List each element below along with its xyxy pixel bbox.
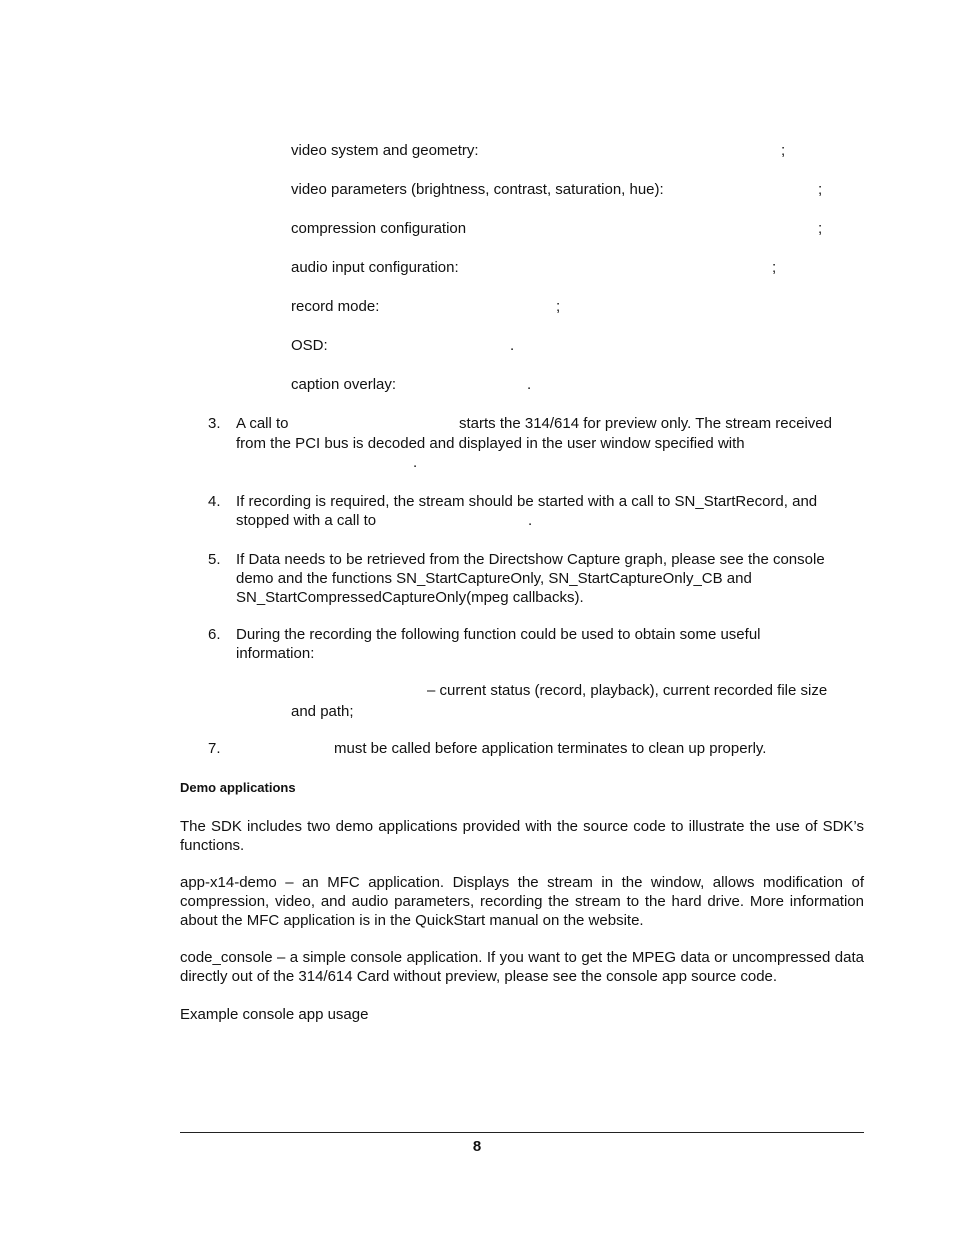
config-item-end: . <box>527 376 532 393</box>
config-item-label: record mode: <box>291 298 380 315</box>
step-text: SN_StartCompressedCaptureOnly(mpeg callbacks). <box>236 589 584 606</box>
status-item-text: – current status (record, playback), current recorded file size <box>427 682 828 699</box>
step-text: If Data needs to be retrieved from the Directshow Capture graph, please see the console <box>236 551 825 568</box>
config-item-end: ; <box>781 142 786 159</box>
page-number: 8 <box>472 1138 482 1155</box>
step-text: During the recording the following function could be used to obtain some useful <box>236 626 761 643</box>
config-item-end: ; <box>772 259 777 276</box>
paragraph: app-x14-demo – an MFC application. Displays the stream in the window, allows modification of compression, video, and audio parameters, recording the stream to the hard drive. More information about the MFC application is in the QuickStart manual on the website. <box>180 874 864 929</box>
step-number: 7. <box>208 740 221 757</box>
step-text: starts the 314/614 for preview only. The stream received <box>459 415 832 432</box>
config-item-end: ; <box>818 220 823 237</box>
paragraph: The SDK includes two demo applications provided with the source code to illustrate the use of SDK’s functions. <box>180 818 864 854</box>
step-text: stopped with a call to <box>236 512 377 529</box>
status-item-text: and path; <box>291 703 354 720</box>
paragraph: code_console – a simple console application. If you want to get the MPEG data or uncompressed data directly out of the 314/614 Card without preview, please see the console app source code. <box>180 949 864 985</box>
step-text: information: <box>236 645 315 662</box>
config-item-label: OSD: <box>291 337 328 354</box>
config-item-label: video parameters (brightness, contrast, saturation, hue): <box>291 181 664 198</box>
step-text: If recording is required, the stream should be started with a call to SN_StartRecord, and <box>236 493 818 510</box>
config-item-end: . <box>510 337 515 354</box>
step-text: A call to <box>236 415 289 432</box>
step-number: 6. <box>208 626 221 643</box>
config-item-label: caption overlay: <box>291 376 397 393</box>
config-item-end: ; <box>556 298 561 315</box>
step-text: demo and the functions SN_StartCaptureOnly, SN_StartCaptureOnly_CB and <box>236 570 752 587</box>
step-number: 4. <box>208 493 221 510</box>
config-item-label: audio input configuration: <box>291 259 459 276</box>
config-item-end: ; <box>818 181 823 198</box>
config-item-label: video system and geometry: <box>291 142 479 159</box>
footer-divider <box>180 1132 864 1133</box>
paragraph: Example console app usage <box>180 1006 369 1023</box>
section-heading: Demo applications <box>180 780 296 795</box>
step-text: must be called before application terminates to clean up properly. <box>334 740 767 757</box>
config-item-label: compression configuration <box>291 220 467 237</box>
step-text: . <box>413 454 418 471</box>
step-text: from the PCI bus is decoded and displayed in the user window specified with <box>236 435 745 452</box>
step-text: . <box>528 512 533 529</box>
step-number: 5. <box>208 551 221 568</box>
step-number: 3. <box>208 415 221 432</box>
